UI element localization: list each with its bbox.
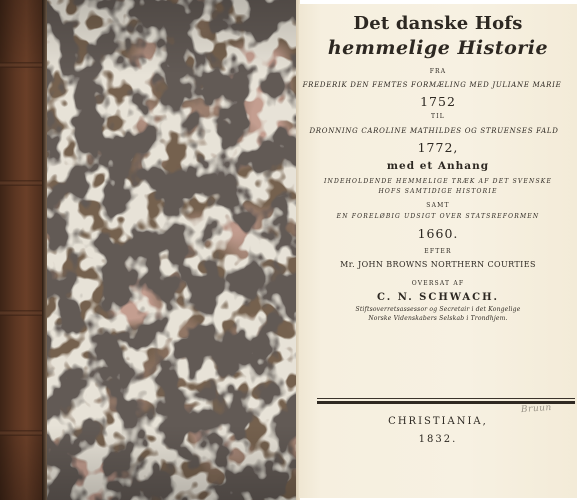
title-page (299, 4, 577, 498)
samt-label: SAMT (426, 202, 450, 209)
year-1660: 1660. (417, 226, 459, 241)
publication-place: CHRISTIANIA, (388, 416, 488, 427)
title-line-2: hemmelige Historie (327, 37, 549, 59)
translator-name: C. N. SCHWACH. (376, 292, 500, 303)
oversat-label: OVERSAT AF (411, 280, 465, 287)
title-line-1: Det danske Hofs (353, 13, 523, 34)
inneholdende-line: INDEHOLDENDE HEMMELIGE TRÆK AF DET SVENSKE (323, 178, 553, 185)
anhang-line: med et Anhang (386, 160, 490, 172)
hofs-line: HOFS SAMTIDIGE HISTORIE (378, 188, 498, 195)
publication-year: 1832. (418, 434, 458, 445)
udsigt-line: EN FORELØBIG UDSIGT OVER STATSREFORMEN (336, 213, 540, 220)
year-1772: 1772, (417, 140, 459, 155)
frederik-line: FREDERIK DEN FEMTES FORMÆLING MED JULIANE MARIE (302, 81, 562, 89)
year-1752: 1752 (420, 94, 456, 109)
fra-label: FRA (429, 68, 447, 75)
efter-label: EFTER (424, 248, 452, 255)
dronning-line: DRONNING CAROLINE MATHILDES OG STRUENSES FALD (309, 127, 559, 135)
translator-note-2: Norske Videnskabers Selskab i Trondhjem. (368, 315, 508, 322)
author-line: Mr. JOHN BROWNS NORTHERN COURTIES (340, 260, 536, 269)
pencil-annotation: Bruun (520, 402, 553, 416)
til-label: TIL (431, 113, 445, 120)
translator-note-1: Stiftsoverretsassessor og Secretair i det Kongelige (355, 306, 521, 313)
divider-thin (317, 398, 575, 399)
